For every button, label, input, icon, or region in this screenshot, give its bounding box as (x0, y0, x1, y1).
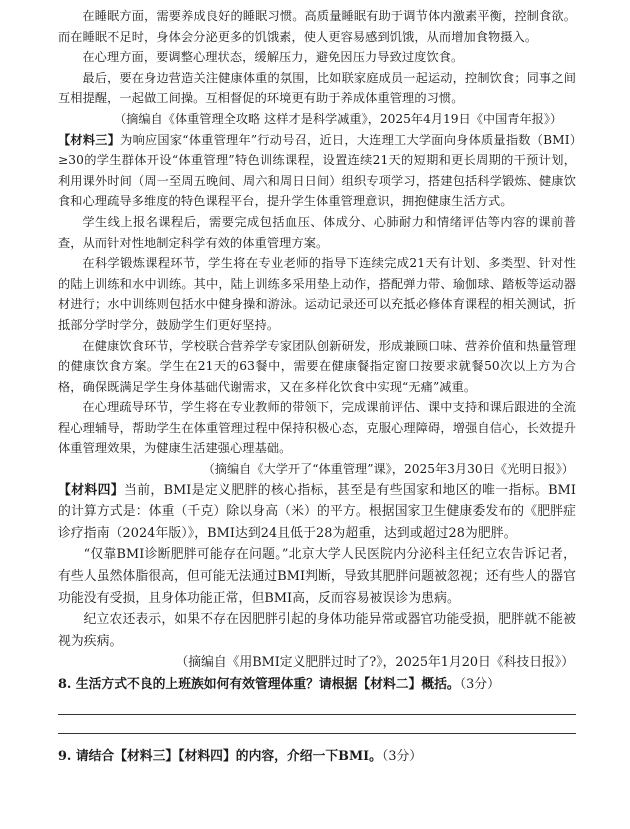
question-8-score: （3分） (459, 677, 500, 692)
question-9-score: （3分） (381, 749, 423, 764)
answer-line-1 (58, 714, 576, 715)
material-4-intro-text: 当前，BMI是定义肥胖的核心指标，甚至是有些国家和地区的唯一指标。BMI的计算方式是：体重（千克）除以身高（米）的平方。根据国家卫生健康委发布的《肥胖症诊疗指南（2024年版）》，BMI达到24且低于28为超重，达到或超过28为肥胖。 (58, 482, 576, 541)
question-9-text: 9. 请结合【材料三】【材料四】的内容，介绍一下BMI。 (58, 749, 382, 764)
material-3-paragraph-3: 在科学锻炼课程环节，学生将在专业老师的指导下连续完成21天有计划、多类型、针对性的陆上训练和水中训练。其中，陆上训练多采用垫上动作，搭配弹力带、瑜伽球、踏板等运动器材进行；水中训练则包括水中健身操和游泳。运动记录还可以充抵必修体育课程的相关测试，折抵部分学时学分，鼓励学生们更好坚持。 (58, 256, 576, 332)
material-3-paragraph-5: 在心理疏导环节，学生将在专业教师的带领下，完成课前评估、课中支持和课后跟进的全流程心理辅导，帮助学生在体重管理过程中保持积极心态，克服心理障碍，增强自信心，长效提升体重管理效果，为健康生活建强心理基础。 (58, 400, 576, 456)
material-3-tag: 【材料三】 (58, 132, 121, 147)
material-3-intro-text: 为响应国家“体重管理年”行动号召，近日，大连理工大学面向身体质量指数（BMI）≥30的学生群体开设“体重管理”特色训练课程，设置连续21天的短期和更长周期的干预计划，利用课外时间（周一至周五晚间、周六和周日日间）组织专项学习，搭建包括科学锻炼、健康饮食和心理疏导多维度的特色课程平台，提升学生体重管理意识，拥抱健康生活方式。 (58, 132, 577, 209)
paragraph-mood: 在心理方面，要调整心理状态，缓解压力，避免因压力导致过度饮食。 (82, 50, 464, 65)
material-4-paragraph-2: “仅靠BMI诊断肥胖可能存在问题。”北京大学人民医院内分泌科主任纪立农告诉记者，有些人虽然体脂很高，但可能无法通过BMI判断，导致其肥胖问题被忽视；还有些人的器官功能没有受损，且身体功能正常，但BMI高，反而容易被误诊为患病。 (58, 547, 576, 606)
material-4-intro (58, 480, 576, 545)
material-3-paragraph-2: 学生线上报名课程后，需要完成包括血压、体成分、心肺耐力和情绪评估等内容的课前普查，从而针对性地制定科学有效的体重管理方案。 (58, 214, 576, 250)
question-9 (58, 746, 576, 768)
source-citation-1: （摘编自《体重管理全攻略 这样才是科学减重》，2025年4月19日《中国青年报》） (114, 111, 563, 126)
material-4-tag: 【材料四】 (58, 482, 124, 498)
material-4-paragraph-3: 纪立农还表示，如果不存在因肥胖引起的身体功能异常或器官功能受损，肥胖就不能被视为疾病。 (58, 612, 576, 649)
question-8 (58, 674, 576, 696)
paragraph-sleep: 在睡眠方面，需要养成良好的睡眠习惯。高质量睡眠有助于调节体内激素平衡，控制食欲。而在睡眠不足时，身体会分泌更多的饥饿素，使人更容易感到饥饿，从而增加食物摄入。 (58, 9, 576, 44)
material-3-paragraph-4: 在健康饮食环节，学校联合营养学专家团队创新研发，形成兼顾口味、营养价值和热量管理的健康饮食方案。学生在21天的63餐中，需要在健康餐指定窗口按要求就餐50次以上方为合格，确保既满足学生身体基础代谢需求，又在多样化饮食中实现“无痛”减重。 (58, 338, 576, 394)
paragraph-environment: 最后，要在身边营造关注健康体重的氛围，比如联家庭成员一起运动，控制饮食；同事之间互相提醒，一起做工间操。互相督促的环境更有助于养成体重管理的习惯。 (58, 70, 576, 106)
source-citation-2: （摘编自《大学开了“体重管理”课》，2025年3月30日《光明日报》） (202, 462, 574, 477)
question-8-text: 8. 生活方式不良的上班族如何有效管理体重？请根据【材料二】概括。 (58, 677, 460, 692)
material-3-intro (58, 130, 576, 212)
source-citation-3: （摘编自《用BMI定义肥胖过时了?》，2025年1月20日《科技日报》） (175, 655, 574, 671)
